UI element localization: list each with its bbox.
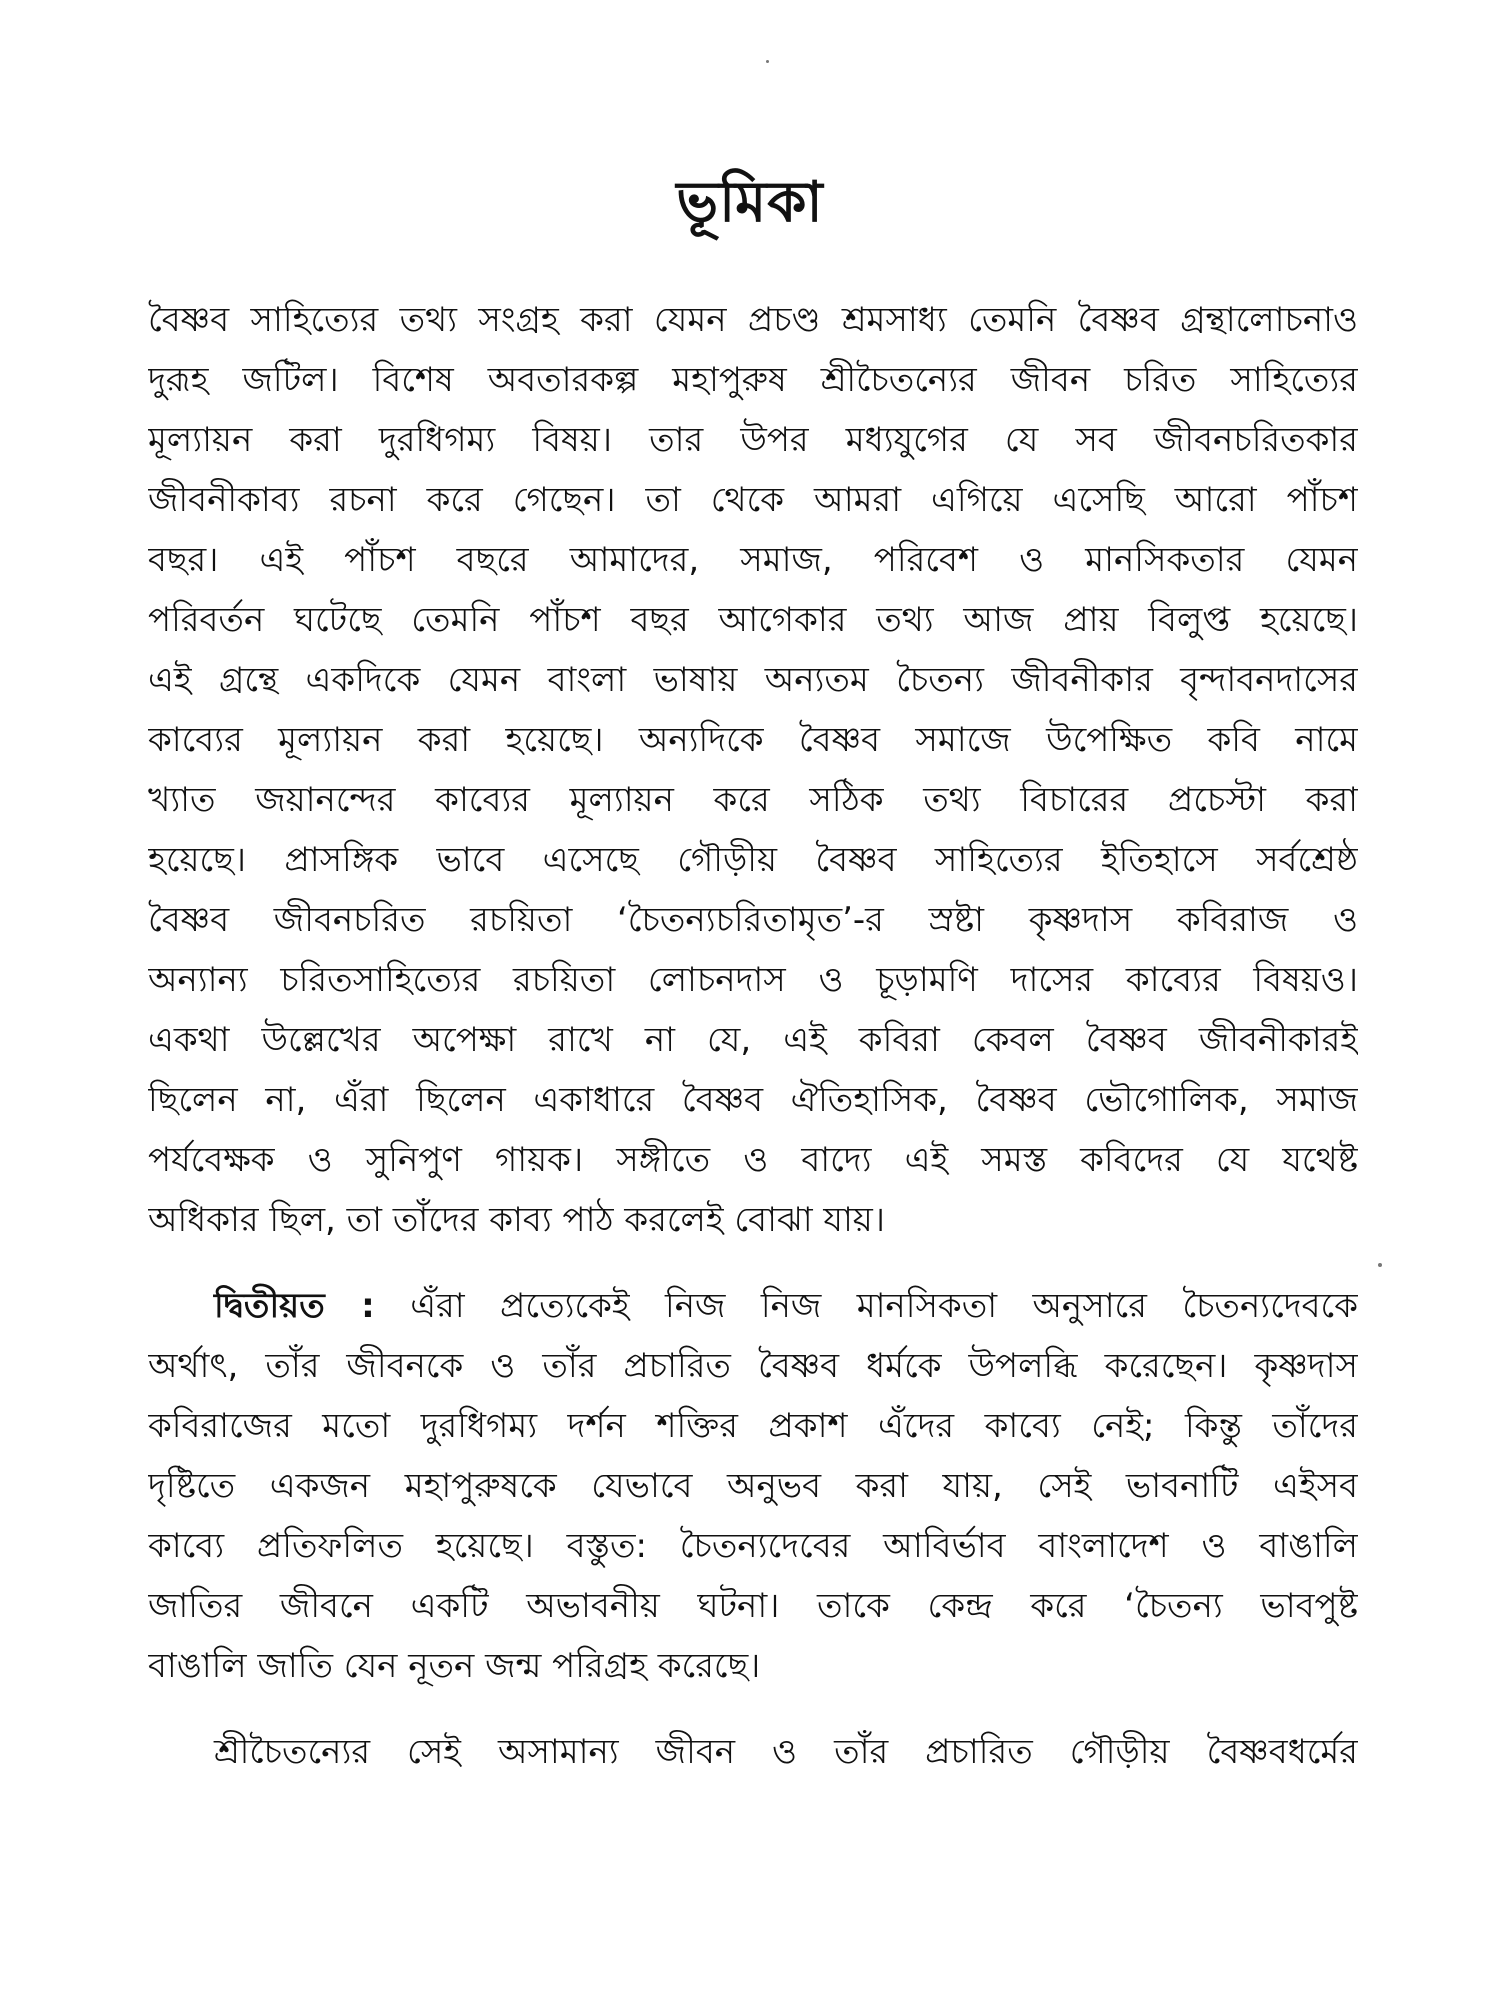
text-line: কাব্যের মূল্যায়ন করা হয়েছে। অন্যদিকে বৈষ্ণব সমাজে উপেক্ষিত কবি নামে — [148, 720, 1358, 760]
text-line: বছর। এই পাঁচশ বছরে আমাদের, সমাজ, পরিবেশ ও মানসিকতার যেমন — [148, 540, 1358, 580]
body-text — [148, 290, 1358, 1782]
text-line: জাতির জীবনে একটি অভাবনীয় ঘটনা। তাকে কেন্দ্র করে ‘চৈতন্য ভাবপুষ্ট — [148, 1586, 1358, 1626]
text-line: দুরূহ জটিল। বিশেষ অবতারকল্প মহাপুরুষ শ্রীচৈতন্যের জীবন চরিত সাহিত্যের — [148, 360, 1358, 400]
text-line: অধিকার ছিল, তা তাঁদের কাব্য পাঠ করলেই বোঝা যায়। — [148, 1200, 885, 1240]
text-line — [148, 1276, 1358, 1336]
text-line: বৈষ্ণব সাহিত্যের তথ্য সংগ্রহ করা যেমন প্রচণ্ড শ্রমসাধ্য তেমনি বৈষ্ণব গ্রন্থালোচনাও — [148, 300, 1358, 340]
text-line: বৈষ্ণব জীবনচরিত রচয়িতা ‘চৈতন্যচরিতামৃত’-র স্রষ্টা কৃষ্ণদাস কবিরাজ ও — [148, 900, 1358, 940]
paragraph-3 — [148, 1722, 1358, 1782]
page-title: ভূমিকা — [676, 169, 824, 235]
text-line: কাব্যে প্রতিফলিত হয়েছে। বস্তুত: চৈতন্যদেবের আবির্ভাব বাংলাদেশ ও বাঙালি — [148, 1526, 1358, 1566]
text-line: জীবনীকাব্য রচনা করে গেছেন। তা থেকে আমরা এগিয়ে এসেছি আরো পাঁচশ — [148, 480, 1358, 520]
text-line: এই গ্রন্থে একদিকে যেমন বাংলা ভাষায় অন্যতম চৈতন্য জীবনীকার বৃন্দাবনদাসের — [148, 660, 1358, 700]
text-line: ছিলেন না, এঁরা ছিলেন একাধারে বৈষ্ণব ঐতিহাসিক, বৈষ্ণব ভৌগোলিক, সমাজ — [148, 1080, 1358, 1120]
text-line: কবিরাজের মতো দুরধিগম্য দর্শন শক্তির প্রকাশ এঁদের কাব্যে নেই; কিন্তু তাঁদের — [148, 1406, 1358, 1446]
scan-speck — [1378, 1263, 1382, 1267]
paragraph-2 — [148, 1276, 1358, 1696]
text-line: অর্থাৎ, তাঁর জীবনকে ও তাঁর প্রচারিত বৈষ্ণব ধর্মকে উপলব্ধি করেছেন। কৃষ্ণদাস — [148, 1346, 1358, 1386]
text-line: একথা উল্লেখের অপেক্ষা রাখে না যে, এই কবিরা কেবল বৈষ্ণব জীবনীকারই — [148, 1020, 1358, 1060]
text-line: পরিবর্তন ঘটেছে তেমনি পাঁচশ বছর আগেকার তথ্য আজ প্রায় বিলুপ্ত হয়েছে। — [148, 600, 1358, 640]
text-line: খ্যাত জয়ানন্দের কাব্যের মূল্যায়ন করে সঠিক তথ্য বিচারের প্রচেস্টা করা — [148, 780, 1358, 820]
text-line: মূল্যায়ন করা দুরধিগম্য বিষয়। তার উপর মধ্যযুগের যে সব জীবনচরিতকার — [148, 420, 1358, 460]
text-line: শ্রীচৈতন্যের সেই অসামান্য জীবন ও তাঁর প্রচারিত গৌড়ীয় বৈষ্ণবধর্মের — [214, 1732, 1358, 1772]
text-line: বাঙালি জাতি যেন নূতন জন্ম পরিগ্রহ করেছে। — [148, 1646, 761, 1686]
paragraph-lead: দ্বিতীয়ত : — [214, 1286, 375, 1326]
text-line: হয়েছে। প্রাসঙ্গিক ভাবে এসেছে গৌড়ীয় বৈষ্ণব সাহিত্যের ইতিহাসে সর্বশ্রেষ্ঠ — [148, 840, 1358, 880]
text-line: পর্যবেক্ষক ও সুনিপুণ গায়ক। সঙ্গীতে ও বাদ্যে এই সমস্ত কবিদের যে যথেষ্ট — [148, 1140, 1358, 1180]
text-line-rest: এঁরা প্রত্যেকেই নিজ নিজ মানসিকতা অনুসারে চৈতন্যদেবকে — [410, 1286, 1358, 1326]
scan-speck — [766, 60, 769, 63]
text-line: দৃষ্টিতে একজন মহাপুরুষকে যেভাবে অনুভব করা যায়, সেই ভাবনাটি এইসব — [148, 1466, 1358, 1506]
paragraph-1 — [148, 290, 1358, 1250]
text-line: অন্যান্য চরিতসাহিত্যের রচয়িতা লোচনদাস ও চূড়ামণি দাসের কাব্যের বিষয়ও। — [148, 960, 1358, 1000]
